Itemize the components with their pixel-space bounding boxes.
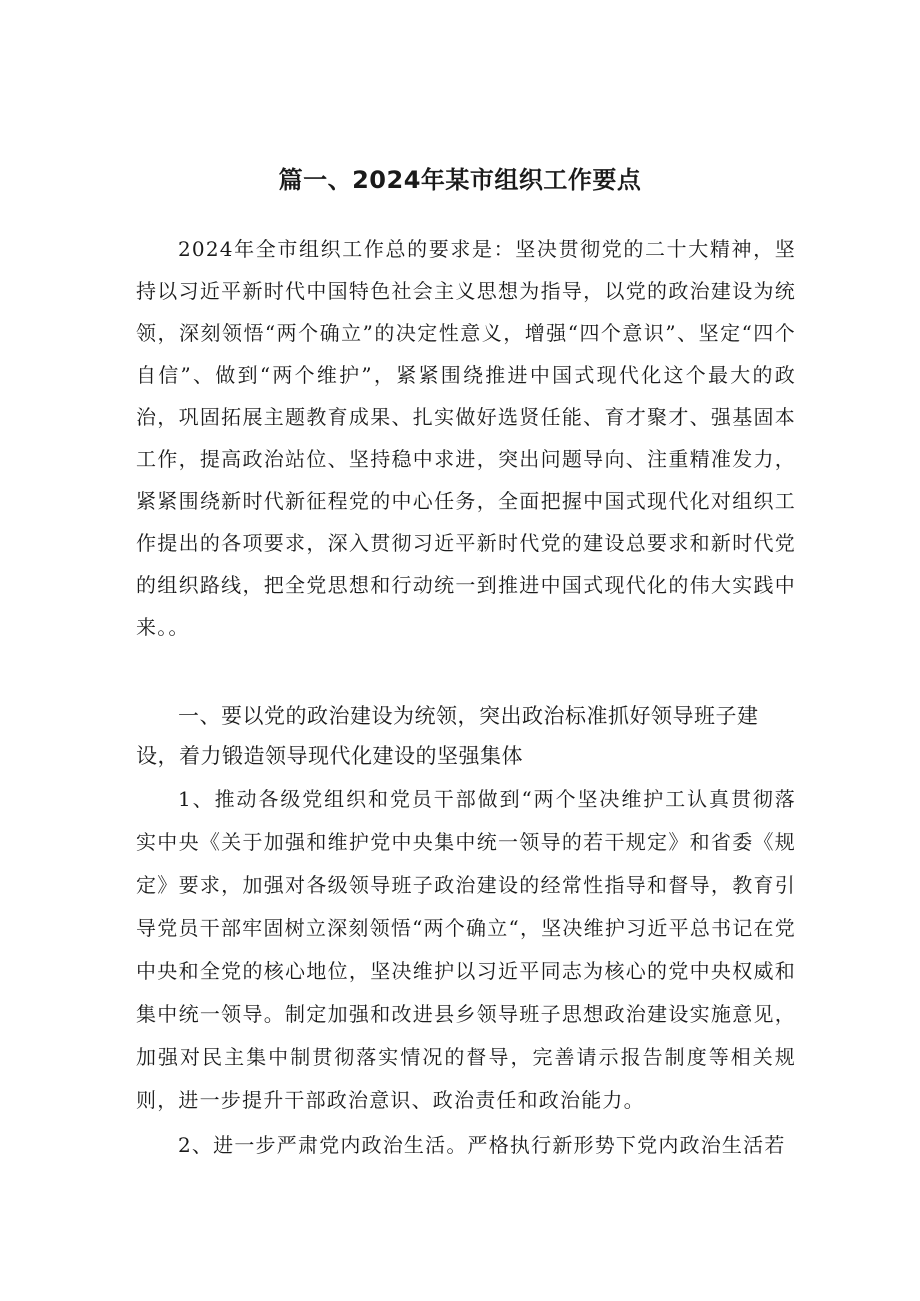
item-2-paragraph: 2、进一步严肃党内政治生活。严格执行新形势下党内政治生活若 — [178, 1133, 786, 1157]
document-title: 篇一、2024年某市组织工作要点 — [278, 166, 642, 194]
intro-paragraph: 2024年全市组织工作总的要求是：坚决贯彻党的二十大精神，坚持以习近平新时代中国特色社会主义思想为指导，以党的政治建设为统领，深刻领悟“两个确立”的决定性意义，增强“四个意识”、坚定“四个自信”、做到“两个维护”，紧紧围绕推进中国式现代化这个最大的政治，巩固拓展主题教育成果、扎实做好选贤任能、育才聚才、强基固本工作，提高政治站位、坚持稳中求进，突出问题导向、注重精准发力，紧紧围绕新时代新征程党的中心任务，全面把握中国式现代化对组织工作提出的各项要求，深入贯彻习近平新时代党的建设总要求和新时代党的组织路线，把全党思想和行动统一到推进中国式现代化的伟大实践中来。。 — [136, 237, 796, 639]
section-heading: 一、要以党的政治建设为统领，突出政治标准抓好领导班子建设，着力锻造领导现代化建设的坚强集体 — [136, 704, 759, 768]
item-1-paragraph: 1、推动各级党组织和党员干部做到“两个坚决维护工认真贯彻落实中央《关于加强和维护党中央集中统一领导的若干规定》和省委《规定》要求，加强对各级领导班子政治建设的经常性指导和督导，教育引导党员干部牢固树立深刻领悟“两个确立“，坚决维护习近平总书记在党中央和全党的核心地位，坚决维护以习近平同志为核心的党中央权威和集中统一领导。制定加强和改进县乡领导班子思想政治建设实施意见，加强对民主集中制贯彻落实情况的督导，完善请示报告制度等相关规则，进一步提升干部政治意识、政治责任和政治能力。 — [136, 787, 796, 1112]
